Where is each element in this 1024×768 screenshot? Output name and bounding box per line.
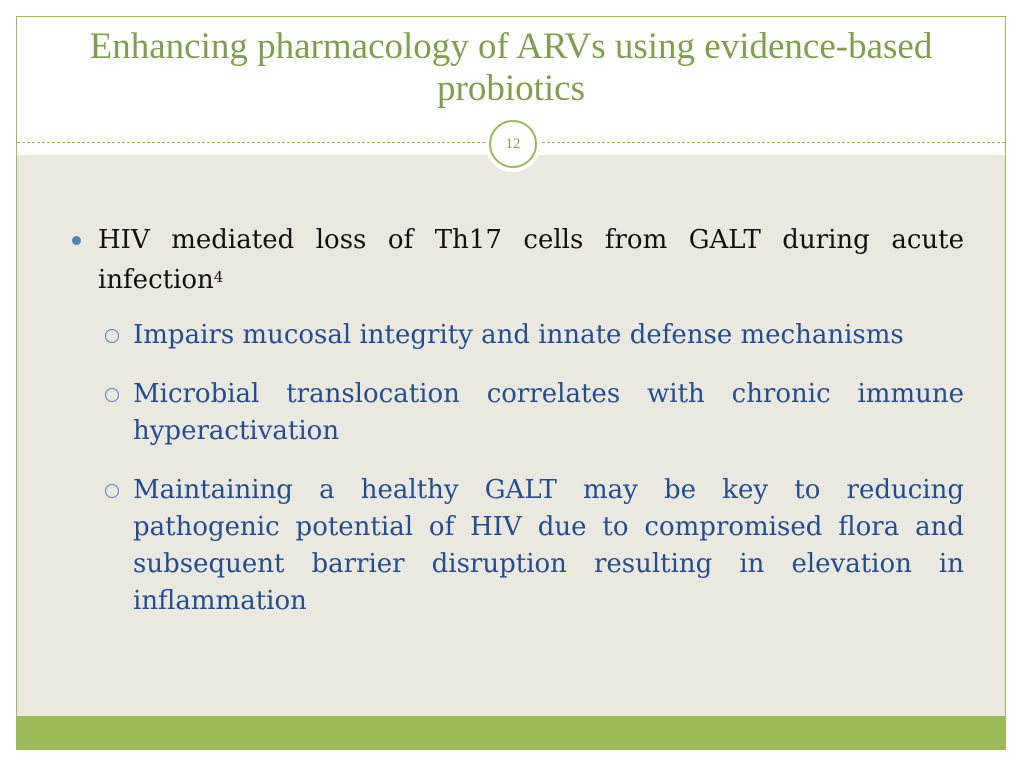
sub-bullet	[70, 472, 964, 620]
slide-body	[70, 222, 964, 642]
sub-bullet	[70, 317, 964, 354]
hollow-circle-bullet-icon	[105, 388, 119, 402]
page-number: 12	[489, 120, 537, 168]
main-bullet	[70, 222, 964, 299]
sub-bullet-text: Microbial translocation correlates with chronic immune hyperactivation	[133, 379, 964, 446]
sub-bullet-text: Impairs mucosal integrity and innate defense mechanisms	[133, 320, 904, 350]
footer-band	[17, 716, 1005, 749]
sub-bullet	[70, 376, 964, 450]
hollow-circle-bullet-icon	[105, 484, 119, 498]
main-bullet-text: HIV mediated loss of Th17 cells from GALT during acute infection	[98, 225, 964, 295]
sub-bullet-text: Maintaining a healthy GALT may be key to reducing pathogenic potential of HIV due to compromised flora and subsequent barrier disruption resulting in elevation in inflammation	[133, 475, 964, 616]
slide-title: Enhancing pharmacology of ARVs using evidence-based probiotics	[89, 26, 933, 109]
page-number-badge	[485, 116, 541, 172]
citation-superscript: 4	[213, 268, 224, 286]
bullet-dot-icon	[72, 236, 81, 245]
hollow-circle-bullet-icon	[105, 329, 119, 343]
